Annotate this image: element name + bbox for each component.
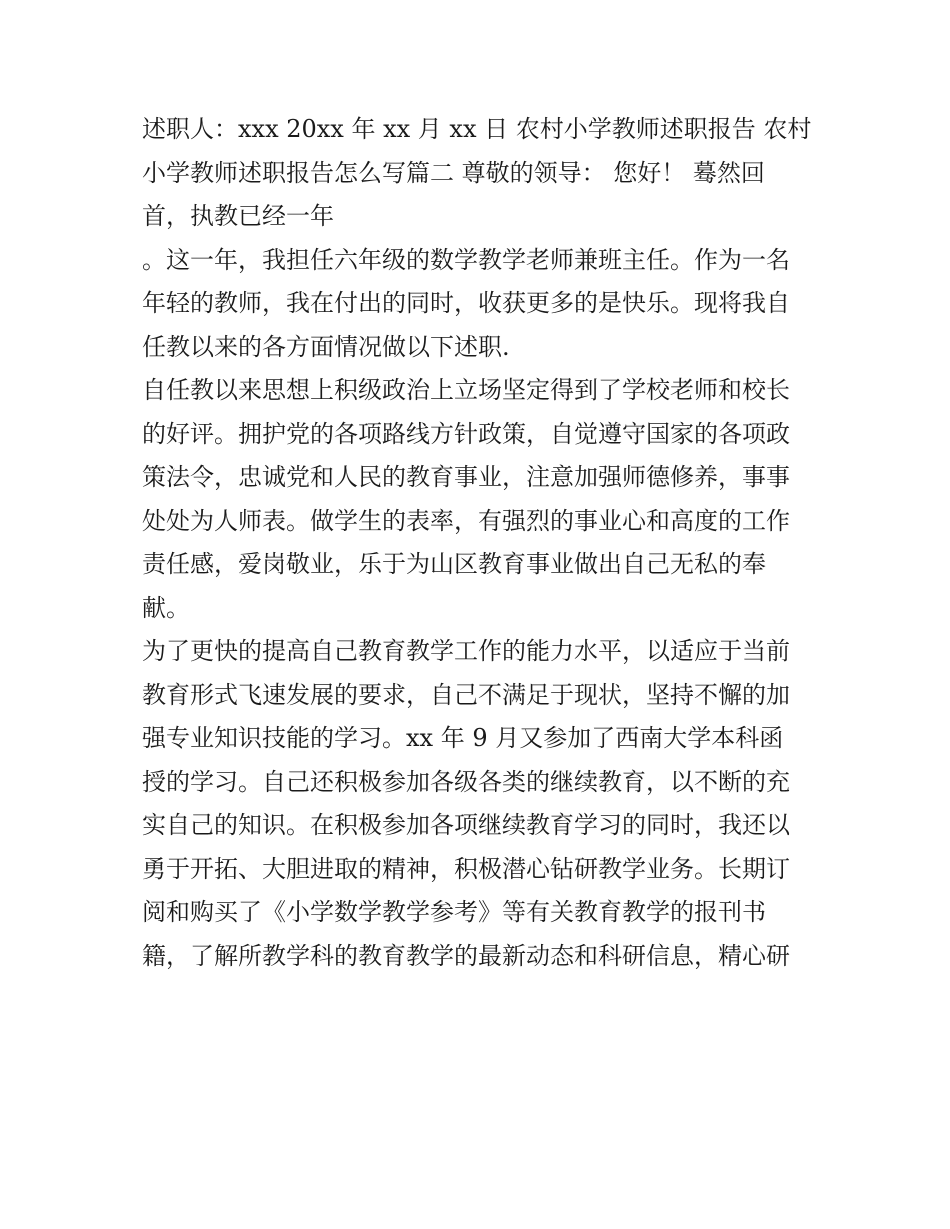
text-line: 献。 — [142, 593, 190, 622]
text-line: 的好评。拥护党的各项路线方针政策，自觉遵守国家的各项政 — [142, 419, 790, 448]
text-line: 为了更快的提高自己教育教学工作的能力水平，以适应于当前 — [142, 637, 790, 665]
text-line: 实自己的知识。在积极参加各项继续教育学习的同时，我还以 — [142, 811, 790, 839]
text-line: 任教以来的各方面情况做以下述职. — [142, 332, 510, 361]
text-line: 籍，了解所教学科的教育教学的最新动态和科研信息，精心研 — [142, 941, 790, 970]
text-line: 述职人：xxx 20xx 年 xx 月 xx 日 农村小学教师述职报告 农村 — [142, 115, 812, 143]
text-line: 自任教以来思想上积级政治上立场坚定得到了学校老师和校长 — [142, 376, 790, 404]
text-line: 首，执教已经一年 — [142, 202, 334, 230]
text-line: 处处为人师表。做学生的表率，有强烈的事业心和高度的工作 — [142, 506, 790, 535]
text-line: 勇于开拓、大胆进取的精神，积极潜心钻研教学业务。长期订 — [142, 854, 790, 883]
text-line: 。这一年，我担任六年级的数学教学老师兼班主任。作为一名 — [142, 245, 790, 274]
text-line: 教育形式飞速发展的要求，自己不满足于现状，坚持不懈的加 — [142, 680, 790, 709]
text-line: 阅和购买了《小学数学教学参考》等有关教育教学的报刊书 — [142, 898, 766, 926]
document-body — [142, 108, 814, 978]
text-line: 责任感，爱岗敬业，乐于为山区教育事业做出自己无私的奉 — [142, 550, 766, 578]
text-line: 小学教师述职报告怎么写篇二 尊敬的领导： 您好！ 蓦然回 — [142, 158, 765, 187]
text-line: 强专业知识技能的学习。xx 年 9 月又参加了西南大学本科函 — [142, 724, 784, 752]
text-line: 策法令，忠诚党和人民的教育事业，注意加强师德修养，事事 — [142, 463, 790, 491]
text-line: 授的学习。自己还积极参加各级各类的继续教育，以不断的充 — [142, 767, 790, 796]
text-line: 年轻的教师，我在付出的同时，收获更多的是快乐。现将我自 — [142, 289, 790, 317]
